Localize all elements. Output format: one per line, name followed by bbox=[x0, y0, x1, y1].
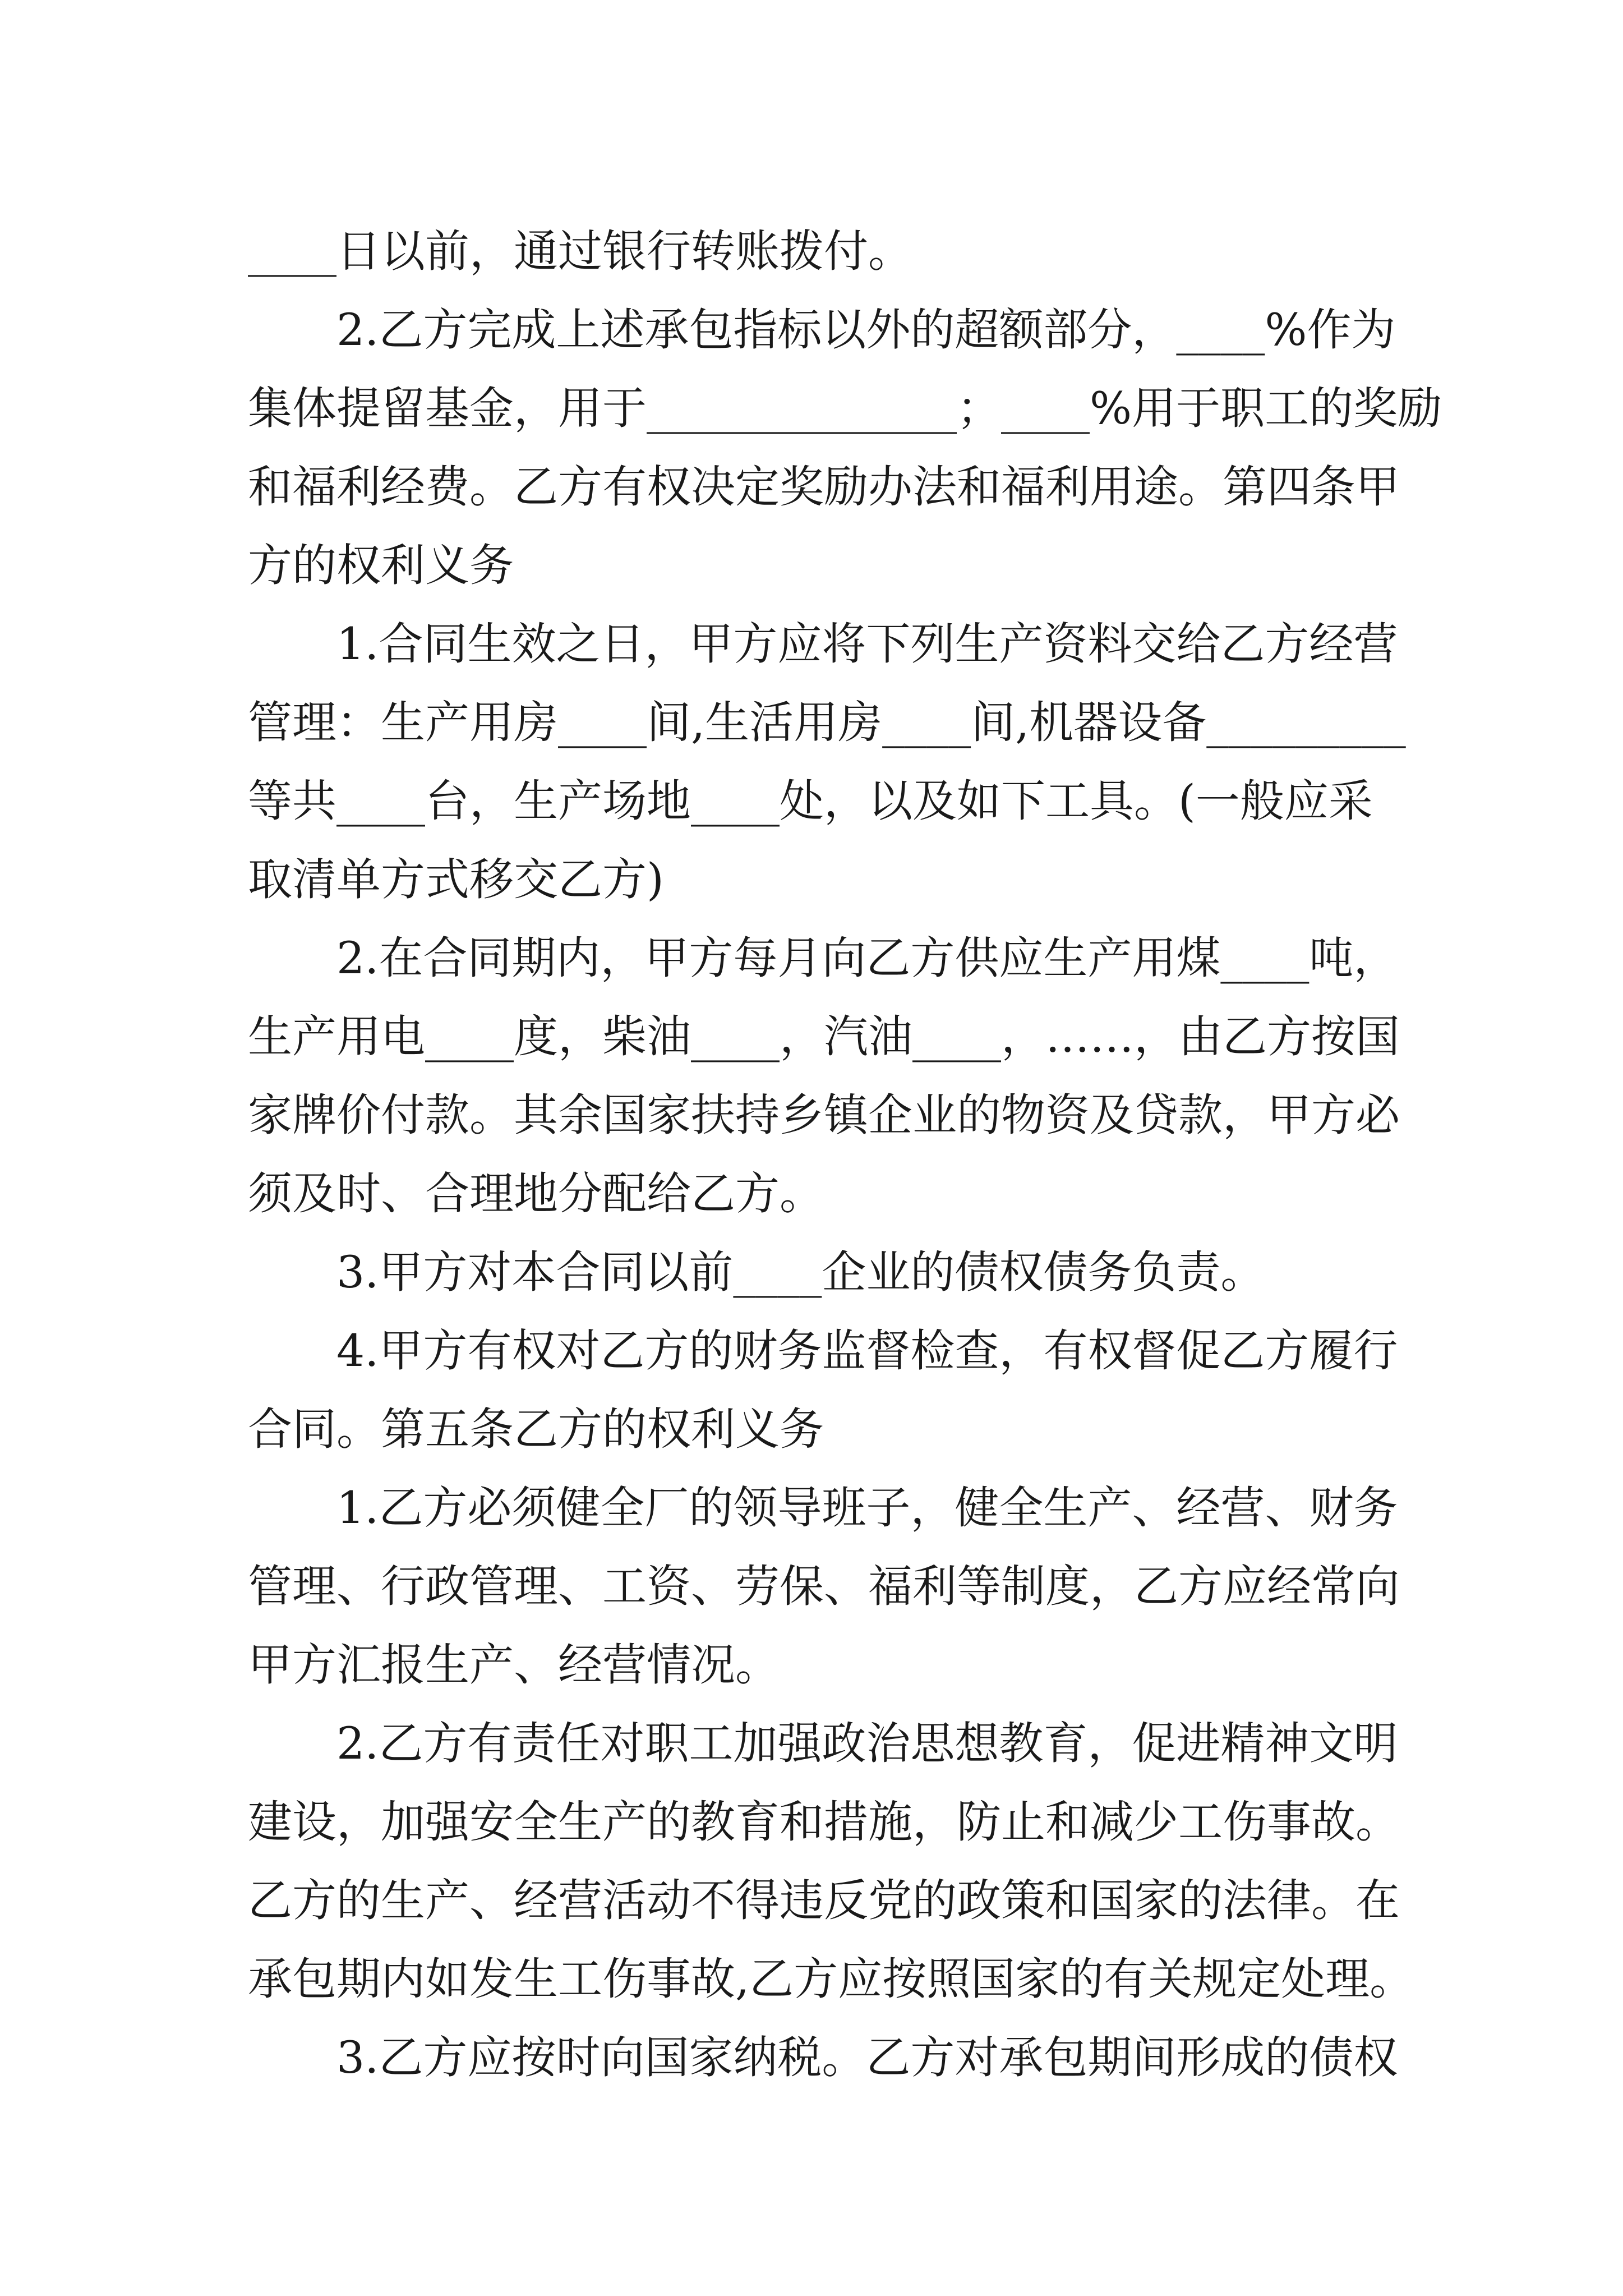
text-line: 3.甲方对本合同以前____企业的债权债务负责。 bbox=[336, 1246, 1265, 1298]
text-line: 生产用电____度，柴油____，汽油____，……，由乙方按国 bbox=[248, 1011, 1400, 1062]
text-line: 2.在合同期内，甲方每月向乙方供应生产用煤____吨， bbox=[336, 932, 1398, 984]
text-line: 和福利经费。乙方有权决定奖励办法和福利用途。第四条甲 bbox=[248, 461, 1400, 513]
paragraph-party-b-duty-2 bbox=[248, 1704, 1414, 2018]
text-line: 甲方汇报生产、经营情况。 bbox=[248, 1639, 780, 1691]
paragraph-excess-allocation bbox=[248, 291, 1442, 605]
text-line: 合同。第五条乙方的权利义务 bbox=[248, 1404, 824, 1455]
paragraph-party-a-duty-3 bbox=[248, 1233, 1392, 1312]
text-line: 2.乙方完成上述承包指标以外的超额部分，____%作为 bbox=[336, 304, 1396, 356]
text-line: 管理：生产用房____间,生活用房____间,机器设备_________ bbox=[248, 697, 1406, 748]
text-line: ____日以前，通过银行转账拨付。 bbox=[248, 226, 912, 277]
text-line: 管理、行政管理、工资、劳保、福利等制度，乙方应经常向 bbox=[248, 1561, 1400, 1612]
text-line: 乙方的生产、经营活动不得违反党的政策和国家的法律。在 bbox=[248, 1875, 1400, 1926]
text-line: 2.乙方有责任对职工加强政治思想教育，促进精神文明 bbox=[336, 1718, 1398, 1769]
paragraph-party-a-duty-2 bbox=[248, 919, 1400, 1233]
paragraph-payment-date bbox=[248, 212, 1392, 291]
text-line: 家牌价付款。其余国家扶持乡镇企业的物资及贷款，甲方必 bbox=[248, 1089, 1400, 1141]
paragraph-party-a-duty-1 bbox=[248, 605, 1406, 919]
paragraph-party-a-duty-4 bbox=[248, 1312, 1398, 1469]
text-line: 承包期内如发生工伤事故,乙方应按照国家的有关规定处理。 bbox=[248, 1953, 1414, 2005]
text-line: 1.合同生效之日，甲方应将下列生产资料交给乙方经营 bbox=[336, 618, 1398, 670]
text-line: 4.甲方有权对乙方的财务监督检查，有权督促乙方履行 bbox=[336, 1325, 1398, 1377]
text-line: 集体提留基金，用于______________；____%用于职工的奖励 bbox=[248, 383, 1442, 434]
text-line: 取清单方式移交乙方) bbox=[248, 854, 664, 905]
paragraph-party-b-duty-3 bbox=[248, 2018, 1398, 2097]
text-line: 须及时、合理地分配给乙方。 bbox=[248, 1168, 824, 1220]
text-line: 等共____台，生产场地____处，以及如下工具。(一般应采 bbox=[248, 775, 1373, 827]
paragraph-party-b-duty-1 bbox=[248, 1469, 1400, 1704]
document-body bbox=[248, 212, 1442, 2097]
text-line: 1.乙方必须健全厂的领导班子，健全生产、经营、财务 bbox=[336, 1482, 1398, 1534]
text-line: 建设，加强安全生产的教育和措施，防止和减少工伤事故。 bbox=[248, 1796, 1400, 1848]
text-line: 方的权利义务 bbox=[248, 540, 514, 591]
text-line: 3.乙方应按时向国家纳税。乙方对承包期间形成的债权 bbox=[336, 2032, 1398, 2083]
